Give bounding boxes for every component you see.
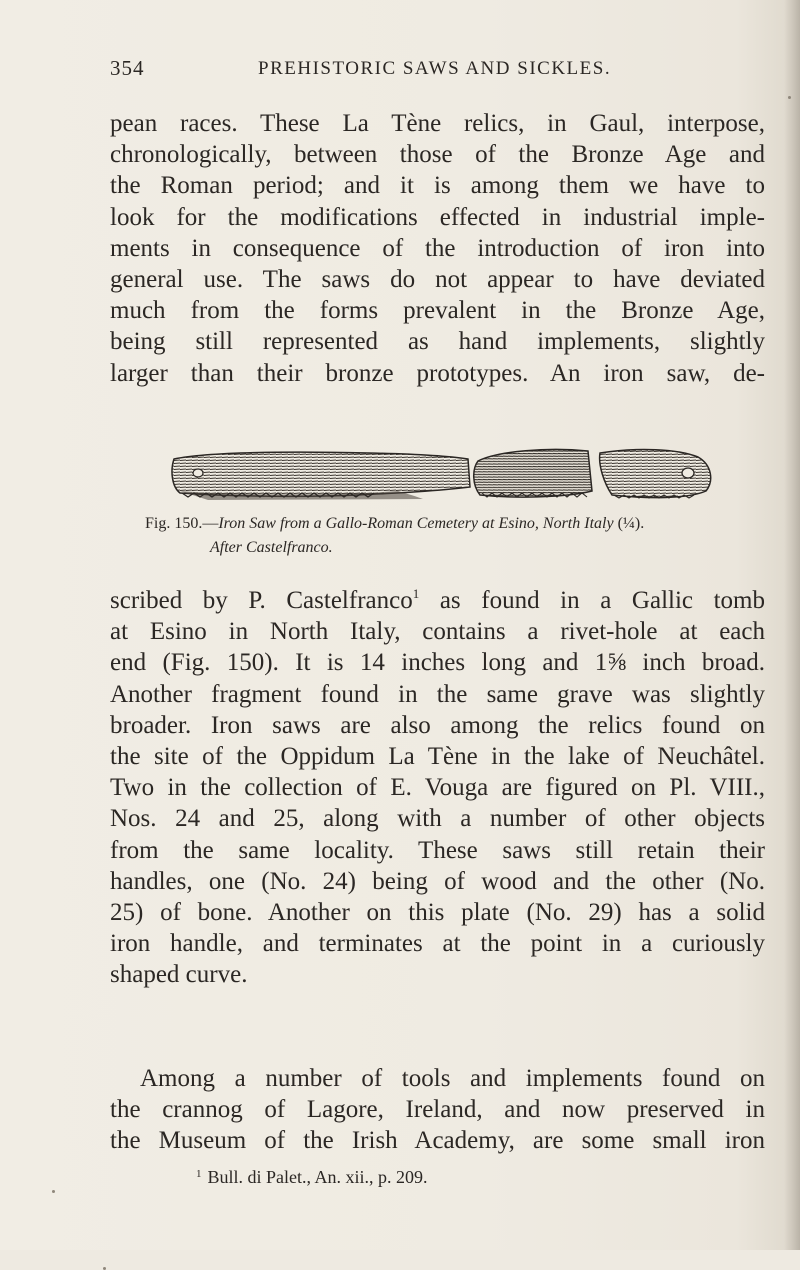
page-number: 354 [110, 56, 145, 80]
iron-saw-illustration [168, 447, 714, 503]
footnote-ref: 1 [412, 586, 420, 601]
text-line: the Museum of the Irish Academy, are some small iron [110, 1127, 765, 1155]
caption-credit: After Castelfranco. [210, 539, 333, 556]
text-fragment: scribed by P. Castelfranco [110, 587, 413, 614]
text-line: Nos. 24 and 25, along with a number of other objects [110, 805, 765, 833]
text-line: shaped curve. [110, 961, 248, 989]
footnote [196, 1167, 428, 1188]
text-line: the crannog of Lagore, Ireland, and now preserved in [110, 1096, 765, 1124]
paragraph-3 [110, 1063, 765, 1157]
text-line: chronologically, between those of the Bronze Age and [110, 141, 765, 169]
text-line: larger than their bronze prototypes. An iron saw, de- [110, 359, 765, 387]
text-line: general use. The saws do not appear to have deviated [110, 266, 765, 294]
text-line: Two in the collection of E. Vouga are figured on Pl. VIII., [110, 774, 765, 802]
caption-scale: (¼). [617, 515, 645, 532]
text-line: the Roman period; and it is among them we have to [110, 172, 765, 200]
text-line [110, 578, 765, 616]
page-edge-shadow [784, 0, 800, 1250]
caption-title: Iron Saw from a Gallo-Roman Cemetery at Esino, North Italy [218, 515, 614, 532]
text-line: broader. Iron saws are also among the relics found on [110, 711, 765, 739]
iron-saw-figure [168, 447, 714, 503]
text-line: 25) of bone. Another on this plate (No. 29) has a solid [110, 899, 765, 927]
footnote-text: Bull. di Palet., An. xii., p. 209. [207, 1167, 428, 1187]
text-line: at Esino in North Italy, contains a rivet-hole at each [110, 618, 765, 646]
page-header [110, 56, 770, 86]
text-line: handles, one (No. 24) being of wood and the other (No. [110, 867, 765, 895]
text-line: being still represented as hand implements, slightly [110, 328, 765, 356]
text-line: the site of the Oppidum La Tène in the lake of Neuchâtel. [110, 743, 765, 771]
text-line: end (Fig. 150). It is 14 inches long and 1⅝ inch broad. [110, 649, 765, 677]
paper-speck [788, 96, 791, 99]
figure-caption [145, 512, 765, 560]
text-line: pean races. These La Tène relics, in Gaul, interpose, [110, 110, 765, 137]
text-line: ments in consequence of the introduction of iron into [110, 234, 765, 262]
footnote-marker: 1 [196, 1168, 202, 1180]
running-head: PREHISTORIC SAWS AND SICKLES. [258, 58, 612, 79]
text-line: look for the modifications effected in industrial imple- [110, 203, 765, 231]
text-fragment: as found in a Gallic tomb [419, 587, 766, 614]
paragraph-1 [110, 108, 765, 389]
text-line: Another fragment found in the same grave was slightly [110, 680, 765, 708]
text-line: from the same locality. These saws still retain their [110, 836, 765, 864]
paragraph-2 [110, 578, 765, 991]
caption-line-2 [145, 536, 765, 560]
caption-line-1 [145, 512, 765, 536]
text-line: Among a number of tools and implements found on [140, 1065, 765, 1092]
figure-label: Fig. 150.— [145, 515, 219, 532]
text-line: much from the forms prevalent in the Bronze Age, [110, 297, 765, 325]
paper-speck [52, 1190, 55, 1193]
text-line: iron handle, and terminates at the point in a curiously [110, 930, 765, 958]
